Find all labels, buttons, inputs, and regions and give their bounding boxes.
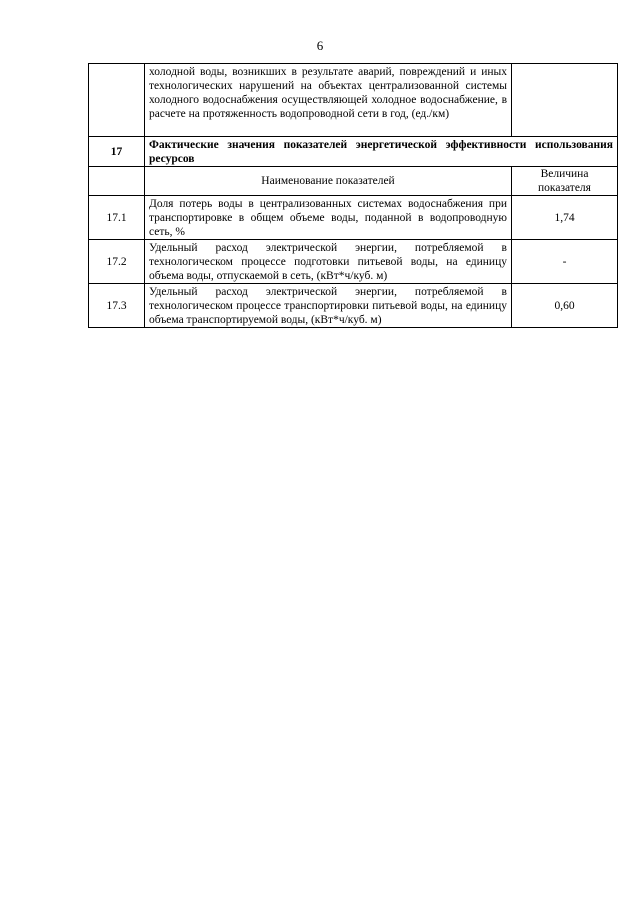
header-value-cell: Величина показателя — [512, 167, 618, 196]
header-name-cell: Наименование показателей — [145, 167, 512, 196]
row-value-cell — [512, 64, 618, 137]
row-text-cell: Доля потерь воды в централизованных системах водоснабжения при транспортировке в общем объеме воды, поданной в водопроводную сеть, % — [145, 196, 512, 240]
row-text-cell: холодной воды, возникших в результате аварий, повреждений и иных технологических нарушений на объектах централизованной системы холодного водоснабжения осуществляющей холодное водоснабжение, в расчете на протяженность водопроводной сети в год, (ед./км) — [145, 64, 512, 137]
row-number-cell: 17.2 — [89, 240, 145, 284]
row-value-cell: 1,74 — [512, 196, 618, 240]
page-number: 6 — [316, 38, 324, 53]
section-number: 17 — [89, 137, 145, 167]
header-number-cell — [89, 167, 145, 196]
row-text-cell: Удельный расход электрической энергии, потребляемой в технологическом процессе транспортировки питьевой воды, на единицу объема транспортируемой воды, (кВт*ч/куб. м) — [145, 284, 512, 328]
row-number-cell: 17.3 — [89, 284, 145, 328]
row-number-cell: 17.1 — [89, 196, 145, 240]
row-value-cell: - — [512, 240, 618, 284]
row-value-cell: 0,60 — [512, 284, 618, 328]
section-title: Фактические значения показателей энергетической эффективности использования ресурсов — [145, 137, 618, 167]
row-text-cell: Удельный расход электрической энергии, потребляемой в технологическом процессе подготовки питьевой воды, на единицу объема воды, отпускаемой в сеть, (кВт*ч/куб. м) — [145, 240, 512, 284]
table-row — [89, 196, 618, 240]
header-row — [89, 167, 618, 196]
indicators-table — [88, 63, 618, 328]
table-row — [89, 284, 618, 328]
section-row — [89, 137, 618, 167]
row-number-cell — [89, 64, 145, 137]
table-row — [89, 240, 618, 284]
table-row-continued — [89, 64, 618, 137]
